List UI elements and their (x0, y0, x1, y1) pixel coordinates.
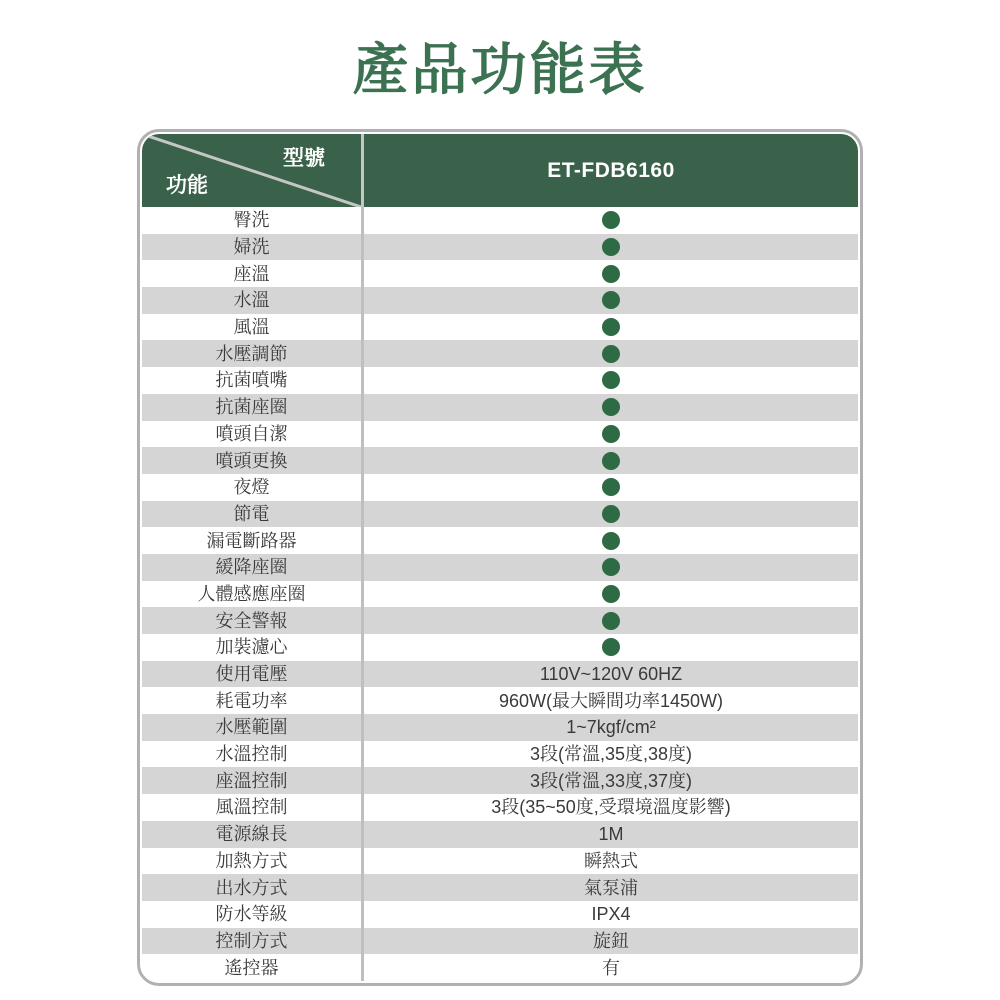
feature-label: 夜燈 (142, 474, 364, 501)
header-model-cell: ET-FDB6160 (547, 158, 675, 182)
table-row (142, 928, 858, 955)
header-model-axis-label: 型號 (283, 147, 325, 170)
table-row (142, 287, 858, 314)
feature-value-cell (364, 394, 858, 421)
feature-value-cell (364, 527, 858, 554)
feature-value-cell (364, 848, 858, 875)
table-row (142, 767, 858, 794)
feature-value-cell (364, 474, 858, 501)
feature-value-cell (364, 234, 858, 261)
feature-label: 水溫控制 (142, 741, 364, 768)
feature-value-cell (364, 821, 858, 848)
table-row (142, 714, 858, 741)
feature-label: 漏電斷路器 (142, 527, 364, 554)
feature-supported-dot-icon (602, 371, 620, 389)
table-row (142, 554, 858, 581)
feature-label: 婦洗 (142, 234, 364, 261)
feature-value-text: IPX4 (591, 904, 631, 925)
feature-supported-dot-icon (602, 425, 620, 443)
feature-supported-dot-icon (602, 398, 620, 416)
feature-label: 風溫 (142, 314, 364, 341)
table-row (142, 821, 858, 848)
table-header-row (142, 134, 858, 207)
feature-value-text: 3段(35~50度,受環境溫度影響) (491, 797, 731, 818)
feature-value-cell (364, 767, 858, 794)
table-row (142, 367, 858, 394)
feature-label: 電源線長 (142, 821, 364, 848)
table-row (142, 340, 858, 367)
feature-supported-dot-icon (602, 612, 620, 630)
table-row (142, 527, 858, 554)
table-row (142, 794, 858, 821)
feature-supported-dot-icon (602, 211, 620, 229)
feature-supported-dot-icon (602, 478, 620, 496)
feature-value-cell (364, 901, 858, 928)
feature-label: 加裝濾心 (142, 634, 364, 661)
feature-value-cell (364, 447, 858, 474)
feature-label: 水溫 (142, 287, 364, 314)
feature-supported-dot-icon (602, 505, 620, 523)
feature-value-cell (364, 741, 858, 768)
table-row (142, 687, 858, 714)
feature-label: 使用電壓 (142, 661, 364, 688)
feature-label: 水壓範圍 (142, 714, 364, 741)
feature-label: 安全警報 (142, 607, 364, 634)
feature-value-cell (364, 794, 858, 821)
feature-value-text: 瞬熱式 (584, 850, 638, 871)
feature-supported-dot-icon (602, 585, 620, 603)
feature-value-text: 氣泵浦 (584, 877, 638, 898)
feature-value-text: 110V~120V 60HZ (539, 664, 683, 685)
feature-label: 節電 (142, 501, 364, 528)
feature-supported-dot-icon (602, 265, 620, 283)
feature-label: 人體感應座圈 (142, 581, 364, 608)
feature-supported-dot-icon (602, 318, 620, 336)
feature-value-cell (364, 581, 858, 608)
feature-supported-dot-icon (602, 532, 620, 550)
feature-value-text: 1M (598, 824, 624, 845)
feature-value-cell (364, 340, 858, 367)
page-title: 產品功能表 (352, 38, 648, 101)
feature-label: 座溫 (142, 260, 364, 287)
table-row (142, 501, 858, 528)
feature-value-cell (364, 687, 858, 714)
table-row (142, 260, 858, 287)
feature-value-cell (364, 661, 858, 688)
feature-value-cell (364, 954, 858, 981)
feature-label: 耗電功率 (142, 687, 364, 714)
feature-label: 水壓調節 (142, 340, 364, 367)
feature-value-text: 1~7kgf/cm² (566, 717, 656, 738)
feature-supported-dot-icon (602, 291, 620, 309)
feature-label: 遙控器 (142, 954, 364, 981)
feature-value-text: 3段(常溫,33度,37度) (529, 770, 693, 791)
feature-label: 抗菌噴嘴 (142, 367, 364, 394)
product-spec-table (137, 129, 863, 986)
feature-label: 噴頭更換 (142, 447, 364, 474)
table-row (142, 474, 858, 501)
table-row (142, 607, 858, 634)
table-row (142, 954, 858, 981)
feature-label: 緩降座圈 (142, 554, 364, 581)
feature-label: 噴頭自潔 (142, 421, 364, 448)
feature-value-cell (364, 607, 858, 634)
feature-value-text: 旋鈕 (593, 930, 629, 951)
feature-supported-dot-icon (602, 638, 620, 656)
feature-value-cell (364, 634, 858, 661)
table-body (142, 207, 858, 981)
feature-value-cell (364, 554, 858, 581)
feature-value-cell (364, 207, 858, 234)
table-row (142, 901, 858, 928)
feature-value-cell (364, 367, 858, 394)
feature-label: 臀洗 (142, 207, 364, 234)
table-row (142, 314, 858, 341)
feature-supported-dot-icon (602, 345, 620, 363)
feature-value-text: 有 (602, 957, 620, 978)
table-row (142, 741, 858, 768)
feature-value-cell (364, 501, 858, 528)
feature-value-cell (364, 928, 858, 955)
table-row (142, 394, 858, 421)
table-row (142, 207, 858, 234)
feature-label: 風溫控制 (142, 794, 364, 821)
feature-label: 出水方式 (142, 874, 364, 901)
header-corner-cell (142, 134, 364, 207)
feature-supported-dot-icon (602, 452, 620, 470)
table-row (142, 421, 858, 448)
table-row (142, 581, 858, 608)
feature-label: 抗菌座圈 (142, 394, 364, 421)
table-row (142, 874, 858, 901)
feature-label: 防水等級 (142, 901, 364, 928)
table-row (142, 234, 858, 261)
feature-value-cell (364, 874, 858, 901)
table-row (142, 447, 858, 474)
feature-value-text: 960W(最大瞬間功率1450W) (498, 690, 724, 711)
feature-value-cell (364, 287, 858, 314)
table-row (142, 661, 858, 688)
feature-value-text: 3段(常溫,35度,38度) (529, 744, 693, 765)
feature-value-cell (364, 714, 858, 741)
feature-label: 座溫控制 (142, 767, 364, 794)
feature-label: 控制方式 (142, 928, 364, 955)
feature-supported-dot-icon (602, 238, 620, 256)
feature-label: 加熱方式 (142, 848, 364, 875)
feature-value-cell (364, 260, 858, 287)
table-row (142, 634, 858, 661)
feature-value-cell (364, 314, 858, 341)
feature-value-cell (364, 421, 858, 448)
feature-supported-dot-icon (602, 558, 620, 576)
table-row (142, 848, 858, 875)
header-function-axis-label: 功能 (166, 174, 208, 197)
